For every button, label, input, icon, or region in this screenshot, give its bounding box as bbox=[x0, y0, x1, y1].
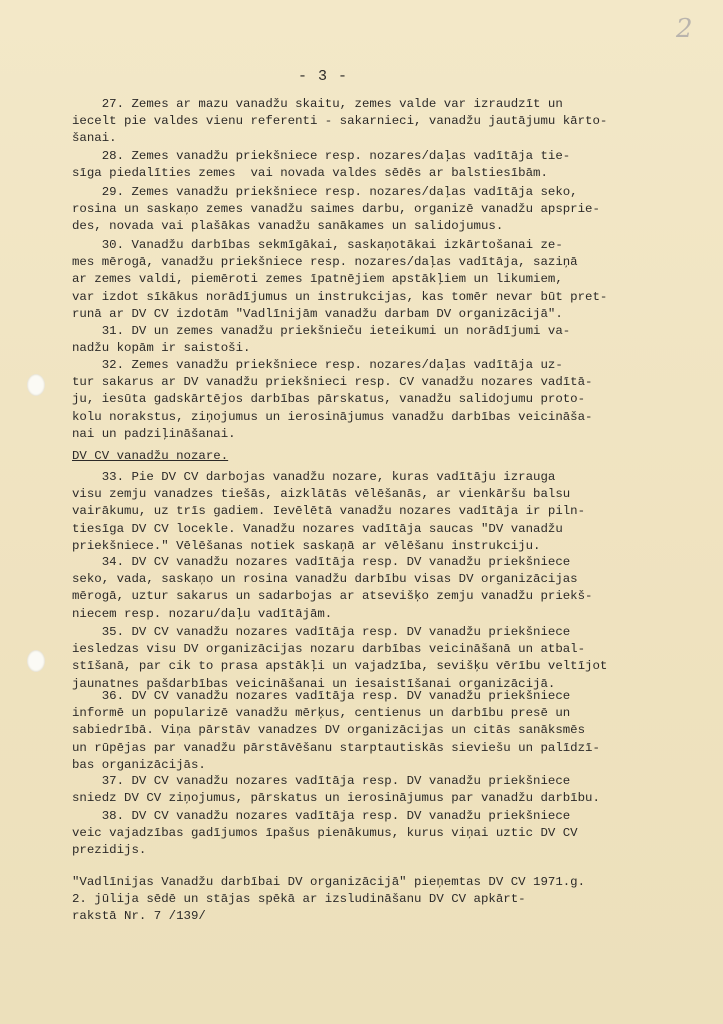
paragraph-31: 31. DV un zemes vanadžu priekšnieču ieteikumi un norādījumi va- nadžu kopām ir saistoši. bbox=[72, 324, 571, 356]
paragraph-32: 32. Zemes vanadžu priekšniece resp. nozares/daļas vadītāja uz- tur sakarus ar DV vanadžu priekšnieci resp. CV vanadžu nozares vadītā- ju, iesūta gadskārtējos darbības pārskatus, vanadžu salidojumu proto- kolu norakstus, ziņojumus un ierosinājumus vanadžu darbības veicināša- nai un padziļināšanai. bbox=[72, 358, 593, 441]
paragraph-37: 37. DV CV vanadžu nozares vadītāja resp. DV vanadžu priekšniece sniedz DV CV ziņojumus, pārskatus un ierosinājumus par vanadžu darbību. bbox=[72, 774, 600, 806]
paragraph-33: 33. Pie DV CV darbojas vanadžu nozare, kuras vadītāju izrauga visu zemju vanadzes tiešās, aizklātās vēlēšanās, ar vienkāršu balsu vairākumu, uz trīs gadiem. Ievēlētā vanadžu nozares vadītāja ir piln- tiesīga DV CV locekle. Vanadžu nozares vadītāja saucas "DV vanadžu priekšniece." Vēlēšanas notiek saskaņā ar vēlēšanu instrukciju. bbox=[72, 470, 586, 553]
paragraph-27: 27. Zemes ar mazu vanadžu skaitu, zemes valde var izraudzīt un iecelt pie valdes vienu referenti - sakarnieci, vanadžu jautājumu kārto- šanai. bbox=[72, 97, 608, 146]
paragraph-29: 29. Zemes vanadžu priekšniece resp. nozares/daļas vadītāja seko, rosina un saskaņo zemes vanadžu saimes darbu, organizē vanadžu apsprie- des, novada vai plašākas vanadžu sanākames un salidojumus. bbox=[72, 185, 600, 234]
paragraph-36: 36. DV CV vanadžu nozares vadītāja resp. DV vanadžu priekšniece informē un popularizē vanadžu mērķus, centienus un darbību presē un sabiedrībā. Viņa pārstāv vanadzes DV organizācijas un citās sanāksmēs un rūpējas par vanadžu pārstāvēšanu starptautiskās sieviešu un palīdzī- bas organizācijās. bbox=[72, 689, 600, 772]
section-heading: DV CV vanadžu nozare. bbox=[72, 449, 229, 463]
handwritten-page-mark: 2 bbox=[676, 14, 693, 44]
paragraph-35: 35. DV CV vanadžu nozares vadītāja resp. DV vanadžu priekšniece iesledzas visu DV organizācijas nozaru darbības veicināšanā un atbal- stīšanā, par cik to prasa apstākļi un vajadzība, sevišķu vērību veltījot jaunatnes pašdarbības veicināšanai un iesaistīšanai organizācijā. bbox=[72, 625, 608, 691]
paragraph-28: 28. Zemes vanadžu priekšniece resp. nozares/daļas vadītāja tie- sīga piedalīties zemes vai novada valdes sēdēs ar balstiesībām. bbox=[72, 149, 571, 181]
page-number: - 3 - bbox=[298, 68, 349, 85]
punch-hole-bottom bbox=[27, 650, 45, 672]
paragraph-30: 30. Vanadžu darbības sekmīgākai, saskaņotākai izkārtošanai ze- mes mērogā, vanadžu priekšniece resp. nozares/daļas vadītāja, saziņā ar zemes valdi, piemēroti zemes īpatnējiem apstākļiem un likumiem, var izdot sīkākus norādījumus un instrukcijas, kas tomēr nevar būt pret- runā ar DV CV izdotām "Vadlīnijām vanadžu darbam DV organizācijā". bbox=[72, 238, 608, 321]
footer-note: "Vadlīnijas Vanadžu darbībai DV organizācijā" pieņemtas DV CV 1971.g. 2. jūlija sēdē un stājas spēkā ar izsludināšanu DV CV apkārt- rakstā Nr. 7 /139/ bbox=[72, 875, 586, 924]
paragraph-38: 38. DV CV vanadžu nozares vadītāja resp. DV vanadžu priekšniece veic vajadzības gadījumos īpašus pienākumus, kurus viņai uztic DV CV prezidijs. bbox=[72, 809, 578, 858]
paragraph-34: 34. DV CV vanadžu nozares vadītāja resp. DV vanadžu priekšniece seko, vada, saskaņo un rosina vanadžu darbību visas DV organizācijas mērogā, uztur sakarus un sadarbojas ar atsevišķo zemju vanadžu priekš- niecem resp. nozaru/daļu vadītājām. bbox=[72, 555, 593, 621]
punch-hole-top bbox=[27, 374, 45, 396]
